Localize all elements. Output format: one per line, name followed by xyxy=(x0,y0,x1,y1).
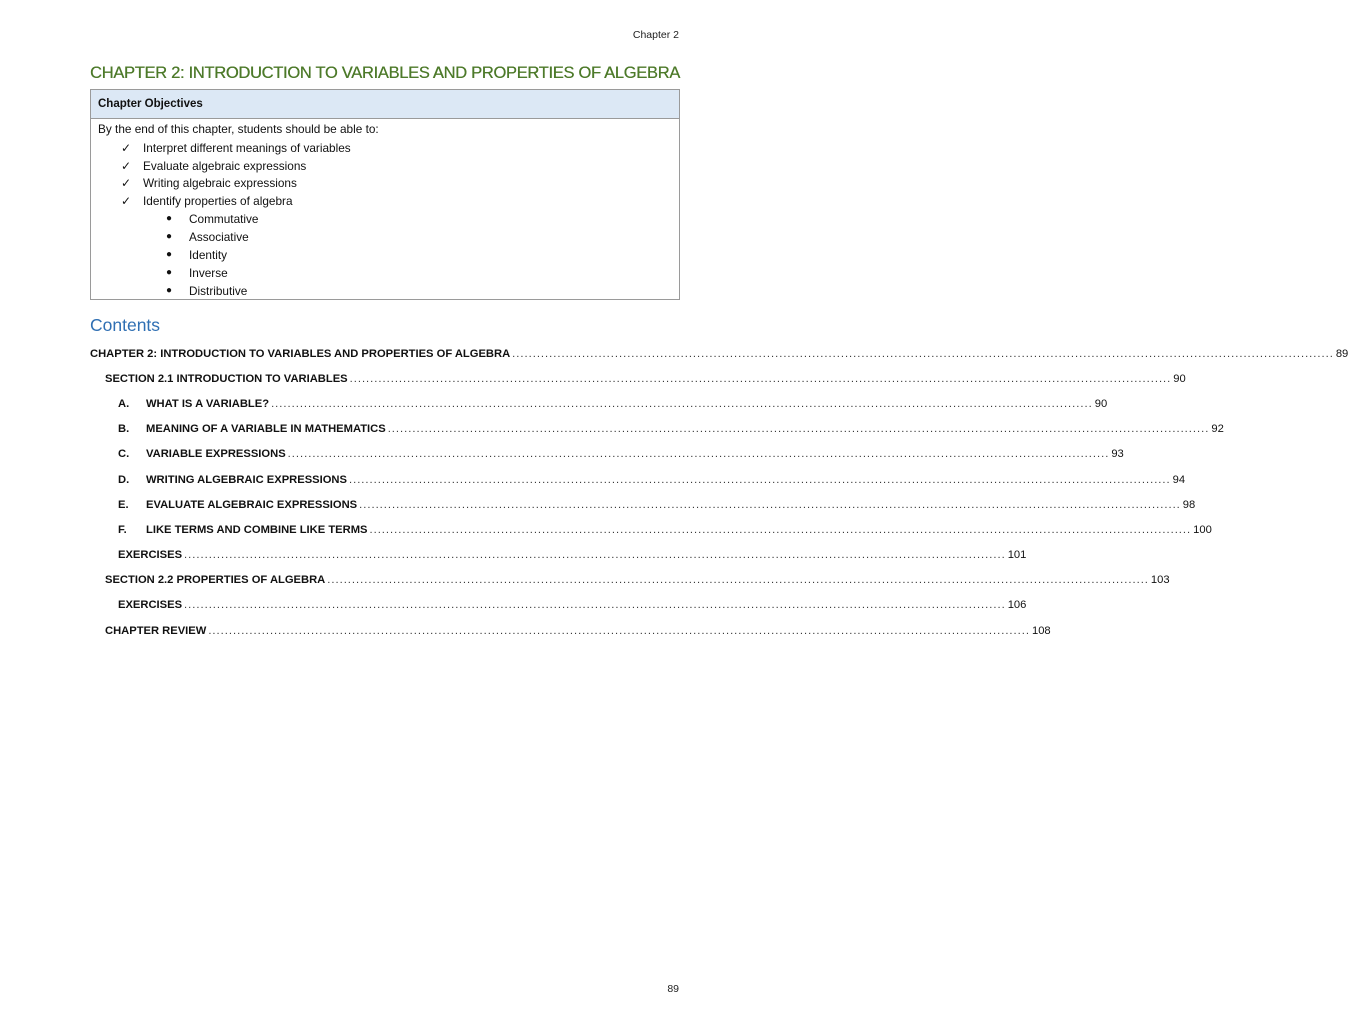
toc-dot-leader: ........................................................................................................................................................................................................ xyxy=(327,574,1149,587)
toc-dot-leader: ........................................................................................................................................................................................................ xyxy=(271,397,1093,410)
checkmark-icon: ✓ xyxy=(121,158,132,173)
toc-entry-page: 108 xyxy=(1031,624,1051,637)
toc-entry-letter: E. xyxy=(118,498,129,511)
toc-entry-title: MEANING OF A VARIABLE IN MATHEMATICS xyxy=(146,423,386,436)
bullet-item: ● Distributive xyxy=(166,284,248,298)
page-number: 89 xyxy=(667,983,679,995)
checkmark-icon: ✓ xyxy=(121,193,132,208)
toc-entry-title: CHAPTER 2: INTRODUCTION TO VARIABLES AND PROPERTIES OF ALGEBRA xyxy=(90,347,511,360)
toc-entry-page: 103 xyxy=(1150,574,1170,587)
check-item: ✓ Interpret different meanings of variables xyxy=(121,140,351,158)
chapter-title: CHAPTER 2: INTRODUCTION TO VARIABLES AND PROPERTIES OF ALGEBRA xyxy=(90,64,680,82)
toc-entry-letter: B. xyxy=(118,423,130,436)
toc-entry-title: LIKE TERMS AND COMBINE LIKE TERMS xyxy=(146,523,368,536)
bullet-item: ● Associative xyxy=(166,230,249,244)
table-of-contents xyxy=(90,341,1348,643)
toc-entry-page: 90 xyxy=(1173,372,1186,385)
toc-entry[interactable] xyxy=(90,442,1124,467)
toc-dot-leader: ........................................................................................................................................................................................................ xyxy=(287,448,1110,461)
check-item: ✓ Identify properties of algebra xyxy=(121,193,351,211)
toc-dot-leader: ........................................................................................................................................................................................................ xyxy=(184,549,1006,562)
toc-entry-letter: C. xyxy=(118,448,130,461)
toc-entry[interactable] xyxy=(90,417,1224,442)
bullet-item: ● Identity xyxy=(166,248,228,262)
toc-entry-page: 100 xyxy=(1193,523,1212,536)
toc-entry[interactable] xyxy=(90,366,1186,391)
toc-entry-title: SECTION 2.2 PROPERTIES OF ALGEBRA xyxy=(105,574,326,587)
toc-entry-page: 98 xyxy=(1182,498,1196,511)
toc-dot-leader: ........................................................................................................................................................................................................ xyxy=(208,624,1030,637)
toc-entry[interactable] xyxy=(90,341,1348,366)
toc-entry-page: 101 xyxy=(1007,549,1027,562)
toc-dot-leader: ........................................................................................................................................................................................................ xyxy=(349,372,1172,385)
toc-entry-title: CHAPTER REVIEW xyxy=(105,624,207,637)
toc-dot-leader: ........................................................................................................................................................................................................ xyxy=(387,423,1210,436)
bullet-icon: ● xyxy=(166,231,173,242)
toc-entry-title: SECTION 2.1 INTRODUCTION TO VARIABLES xyxy=(105,372,348,385)
toc-entry-page: 93 xyxy=(1111,448,1124,461)
toc-entry[interactable] xyxy=(90,467,1186,492)
toc-entry[interactable] xyxy=(90,568,1170,593)
toc-entry-title: WRITING ALGEBRAIC EXPRESSIONS xyxy=(146,473,347,486)
properties-bullet-list xyxy=(166,210,259,300)
bullet-icon: ● xyxy=(166,285,173,296)
toc-entry-page: 89 xyxy=(1335,347,1348,360)
toc-entry-title: EXERCISES xyxy=(118,549,183,562)
objectives-intro: By the end of this chapter, students should be able to: xyxy=(98,122,379,136)
toc-entry-page: 92 xyxy=(1211,423,1224,436)
bullet-item: ● Inverse xyxy=(166,266,228,280)
toc-entry-title: VARIABLE EXPRESSIONS xyxy=(146,448,286,461)
check-item: ✓ Writing algebraic expressions xyxy=(121,175,351,193)
checkmark-icon: ✓ xyxy=(121,176,132,191)
toc-dot-leader: ........................................................................................................................................................................................................ xyxy=(359,498,1181,511)
checkmark-icon: ✓ xyxy=(121,141,132,155)
toc-entry-title: WHAT IS A VARIABLE? xyxy=(146,397,270,410)
toc-dot-leader: ........................................................................................................................................................................................................ xyxy=(369,523,1192,536)
bullet-item: ● Commutative xyxy=(166,212,259,226)
chapter-objectives-box xyxy=(90,89,680,300)
bullet-icon: ● xyxy=(166,213,173,224)
toc-entry-title: EVALUATE ALGEBRAIC EXPRESSIONS xyxy=(146,498,358,511)
toc-entry[interactable] xyxy=(90,517,1212,542)
toc-entry-letter: F. xyxy=(118,523,127,536)
objectives-check-list xyxy=(121,140,351,210)
contents-heading: Contents xyxy=(90,315,161,335)
toc-entry-title: EXERCISES xyxy=(118,599,183,612)
toc-entry[interactable] xyxy=(90,543,1027,568)
toc-entry-letter: D. xyxy=(118,473,130,486)
toc-dot-leader: ........................................................................................................................................................................................................ xyxy=(184,599,1006,612)
objectives-heading: Chapter Objectives xyxy=(91,90,679,119)
toc-entry-page: 94 xyxy=(1172,473,1186,486)
toc-entry-letter: A. xyxy=(118,397,130,410)
toc-entry-page: 106 xyxy=(1007,599,1027,612)
check-item: ✓ Evaluate algebraic expressions xyxy=(121,158,351,176)
bullet-icon: ● xyxy=(166,267,173,278)
toc-dot-leader: ........................................................................................................................................................................................................ xyxy=(348,473,1171,486)
toc-entry[interactable] xyxy=(90,492,1196,517)
bullet-icon: ● xyxy=(166,249,173,260)
toc-entry[interactable] xyxy=(90,593,1027,618)
toc-dot-leader: ........................................................................................................................................................................................................ xyxy=(512,347,1334,360)
toc-entry[interactable] xyxy=(90,391,1108,416)
toc-entry-page: 90 xyxy=(1094,397,1108,410)
running-header: Chapter 2 xyxy=(632,29,679,41)
toc-entry[interactable] xyxy=(90,618,1051,643)
